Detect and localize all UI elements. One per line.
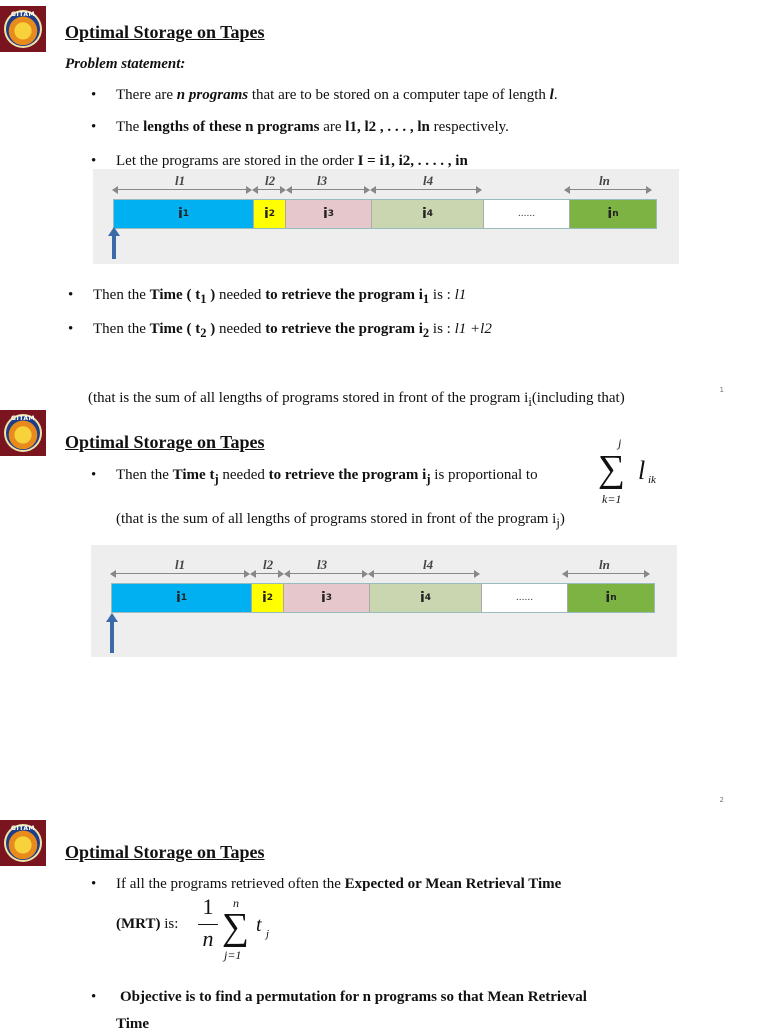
slide-title: Optimal Storage on Tapes	[65, 432, 265, 452]
sum-note: (that is the sum of all lengths of programs stored in front of the program $i_i(including$ that)	[88, 390, 625, 409]
length-label-l3: l3	[317, 173, 328, 188]
tape-segments	[111, 583, 655, 613]
slide-title: Optimal Storage on Tapes	[65, 22, 265, 42]
length-label-l4: l4	[423, 557, 434, 572]
bullet-n-programs: • There are n programs that are to be stored on a computer tape of length l.	[91, 87, 558, 103]
segment-i4: i 4	[372, 200, 484, 228]
bullet-time-tj: • Then the Time $t_j$ needed to retrieve the program $i_j$ is proportional to	[91, 467, 538, 486]
sum-note: (that is the sum of all lengths of programs stored in front of the program $i_j$)	[116, 511, 565, 530]
slide-1	[0, 0, 768, 410]
segment-i2: i 2	[252, 584, 284, 612]
segment-ellipsis: ......	[484, 200, 570, 228]
length-label-l1: l1	[175, 173, 186, 188]
length-arrow	[565, 189, 651, 190]
length-arrow	[371, 189, 481, 190]
page-number: 2	[719, 796, 724, 804]
tape-diagram	[91, 545, 677, 657]
mrt-formula: 1 n n ∑ t j j=1	[196, 894, 296, 966]
segment-i3: i 3	[284, 584, 370, 612]
length-label-l1: l1	[175, 557, 186, 572]
read-head-arrow-icon	[111, 227, 117, 259]
bullet-objective-continued: Time	[116, 1016, 150, 1032]
length-arrow	[563, 573, 649, 574]
segment-ellipsis: ......	[482, 584, 568, 612]
bullet-mean-retrieval-time: • If all the programs retrieved often the Expected or Mean Retrieval Time	[91, 876, 562, 892]
length-arrow	[285, 573, 367, 574]
bullet-objective: • Objective is to find a permutation for n programs so that Mean Retrieval	[91, 989, 587, 1005]
slide-title: Optimal Storage on Tapes	[65, 842, 265, 862]
length-labels	[111, 553, 657, 579]
length-label-l2: l2	[263, 557, 274, 572]
tape-segments	[113, 199, 657, 229]
length-arrow	[253, 189, 285, 190]
bullet-time-t1: • Then the Time ( $t_1$ ) needed to retrieve the program $i_1$ is : l1	[68, 287, 467, 306]
length-labels	[113, 169, 659, 195]
length-arrow	[287, 189, 369, 190]
problem-statement-heading: Problem statement:	[65, 56, 186, 72]
length-label-l3: l3	[317, 557, 328, 572]
segment-in: i n	[568, 584, 654, 612]
length-arrow	[113, 189, 251, 190]
mrt-label: (MRT) is:	[116, 916, 179, 932]
read-head-arrow-icon	[109, 613, 115, 653]
segment-i4: i 4	[370, 584, 482, 612]
summation-formula: j ∑ l ik k=1	[598, 436, 656, 506]
length-arrow	[251, 573, 283, 574]
length-label-l4: l4	[423, 173, 434, 188]
length-label-l2: l2	[265, 173, 276, 188]
university-logo-icon: GITAM	[0, 6, 46, 52]
slide-3	[0, 820, 768, 1032]
bullet-program-lengths: • The lengths of these n programs are l1, l2 , . . . , ln respectively.	[91, 119, 509, 135]
tape-diagram	[93, 169, 679, 264]
university-logo-icon: GITAM	[0, 820, 46, 866]
bullet-storage-order: • Let the programs are stored in the order I = i1, i2, . . . . , in	[91, 153, 468, 169]
segment-i2: i 2	[254, 200, 286, 228]
length-arrow	[369, 573, 479, 574]
length-arrow	[111, 573, 249, 574]
segment-i1: i 1	[114, 200, 254, 228]
slide-2	[0, 410, 768, 820]
length-label-ln: ln	[599, 173, 610, 188]
segment-i3: i 3	[286, 200, 372, 228]
university-logo-icon: GITAM	[0, 410, 46, 456]
bullet-time-t2: • Then the Time ( $t_2$ ) needed to retrieve the program $i_2$ is : l1 +l2	[68, 321, 492, 340]
page-number: 1	[719, 386, 724, 394]
segment-in: i n	[570, 200, 656, 228]
segment-i1: i 1	[112, 584, 252, 612]
length-label-ln: ln	[599, 557, 610, 572]
